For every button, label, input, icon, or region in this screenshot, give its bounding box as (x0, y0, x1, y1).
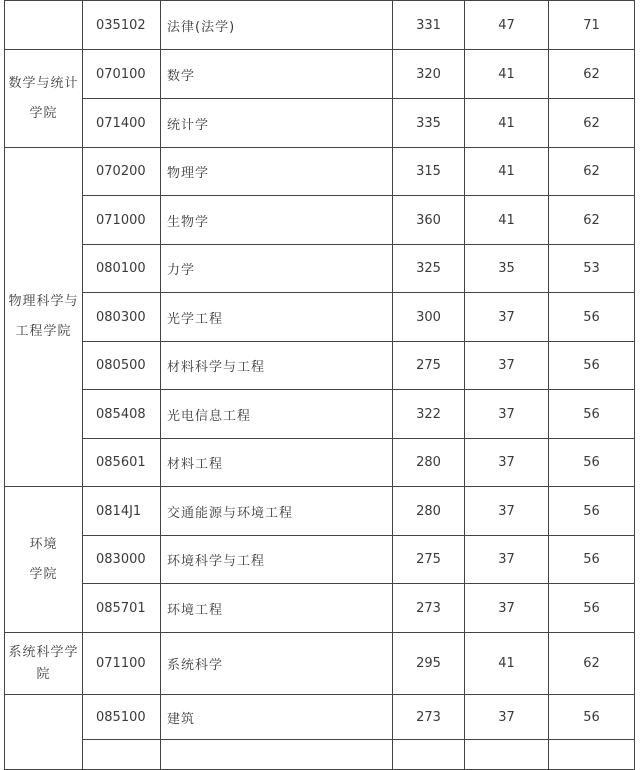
subject-score-b: 71 (549, 1, 635, 50)
table-row (5, 293, 635, 342)
major-name (161, 740, 393, 770)
total-score: 273 (393, 584, 465, 633)
subject-score-a (465, 740, 549, 770)
department-line: 学院 (29, 105, 58, 121)
subject-score-b: 56 (549, 695, 635, 740)
department-cell (5, 1, 83, 50)
subject-score-b: 56 (549, 342, 635, 390)
table-row (5, 584, 635, 633)
subject-score-b (549, 740, 635, 770)
total-score: 275 (393, 536, 465, 584)
department-line: 物理科学与 (8, 294, 79, 309)
major-code: 0814J1 (83, 487, 161, 536)
total-score: 280 (393, 439, 465, 487)
major-name: 物理学 (161, 148, 393, 196)
department-cell (5, 487, 83, 633)
department-line: 院 (36, 666, 51, 682)
subject-score-a: 41 (465, 196, 549, 245)
total-score: 320 (393, 50, 465, 99)
major-code (83, 740, 161, 770)
subject-score-b: 56 (549, 487, 635, 536)
subject-score-b: 62 (549, 196, 635, 245)
subject-score-a: 37 (465, 342, 549, 390)
total-score: 322 (393, 390, 465, 439)
major-code: 071400 (83, 99, 161, 148)
total-score: 331 (393, 1, 465, 50)
department-cell (5, 50, 83, 148)
subject-score-b: 62 (549, 50, 635, 99)
major-name: 材料工程 (161, 439, 393, 487)
table-row (5, 695, 635, 740)
major-code: 071100 (83, 633, 161, 695)
major-name: 系统科学 (161, 633, 393, 695)
major-name: 环境工程 (161, 584, 393, 633)
subject-score-b: 56 (549, 584, 635, 633)
score-table-body (5, 1, 635, 770)
table-row (5, 245, 635, 293)
total-score: 295 (393, 633, 465, 695)
table-row (5, 633, 635, 695)
subject-score-b: 62 (549, 633, 635, 695)
total-score: 275 (393, 342, 465, 390)
table-row (5, 536, 635, 584)
department-line: 环境 (29, 536, 58, 552)
subject-score-a: 37 (465, 439, 549, 487)
subject-score-b: 56 (549, 293, 635, 342)
major-code: 080300 (83, 293, 161, 342)
major-name: 统计学 (161, 99, 393, 148)
subject-score-a: 47 (465, 1, 549, 50)
major-code: 085408 (83, 390, 161, 439)
major-name: 光电信息工程 (161, 390, 393, 439)
total-score: 315 (393, 148, 465, 196)
major-code: 080500 (83, 342, 161, 390)
department-line: 数学与统计 (8, 75, 79, 91)
major-code: 070100 (83, 50, 161, 99)
major-name: 环境科学与工程 (161, 536, 393, 584)
subject-score-a: 37 (465, 293, 549, 342)
major-name: 交通能源与环境工程 (161, 487, 393, 536)
table-row (5, 99, 635, 148)
subject-score-a: 37 (465, 536, 549, 584)
score-table (4, 0, 635, 770)
table-row (5, 1, 635, 50)
subject-score-a: 41 (465, 633, 549, 695)
major-code: 071000 (83, 196, 161, 245)
table-row (5, 740, 635, 770)
subject-score-a: 41 (465, 99, 549, 148)
total-score: 335 (393, 99, 465, 148)
department-cell (5, 695, 83, 770)
total-score (393, 740, 465, 770)
subject-score-b: 62 (549, 148, 635, 196)
major-code: 085601 (83, 439, 161, 487)
subject-score-a: 37 (465, 487, 549, 536)
subject-score-a: 37 (465, 695, 549, 740)
subject-score-a: 35 (465, 245, 549, 293)
total-score: 360 (393, 196, 465, 245)
table-row (5, 342, 635, 390)
table-row (5, 148, 635, 196)
major-code: 083000 (83, 536, 161, 584)
total-score: 300 (393, 293, 465, 342)
major-name: 生物学 (161, 196, 393, 245)
major-name: 光学工程 (161, 293, 393, 342)
subject-score-b: 56 (549, 390, 635, 439)
major-code: 080100 (83, 245, 161, 293)
department-line: 学院 (29, 566, 58, 582)
subject-score-a: 37 (465, 584, 549, 633)
major-name: 法律(法学) (161, 1, 393, 50)
major-name: 力学 (161, 245, 393, 293)
department-line: 系统科学学 (8, 644, 79, 660)
table-row (5, 390, 635, 439)
department-cell (5, 633, 83, 695)
major-name: 建筑 (161, 695, 393, 740)
total-score: 280 (393, 487, 465, 536)
subject-score-b: 53 (549, 245, 635, 293)
major-code: 035102 (83, 1, 161, 50)
table-row (5, 439, 635, 487)
subject-score-b: 56 (549, 439, 635, 487)
department-cell (5, 148, 83, 487)
total-score: 273 (393, 695, 465, 740)
major-code: 085701 (83, 584, 161, 633)
subject-score-a: 41 (465, 148, 549, 196)
table-row (5, 50, 635, 99)
major-code: 085100 (83, 695, 161, 740)
subject-score-a: 37 (465, 390, 549, 439)
table-row (5, 487, 635, 536)
table-row (5, 196, 635, 245)
major-name: 数学 (161, 50, 393, 99)
major-name: 材料科学与工程 (161, 342, 393, 390)
department-line: 工程学院 (15, 324, 72, 339)
subject-score-b: 62 (549, 99, 635, 148)
subject-score-b: 56 (549, 536, 635, 584)
major-code: 070200 (83, 148, 161, 196)
total-score: 325 (393, 245, 465, 293)
subject-score-a: 41 (465, 50, 549, 99)
